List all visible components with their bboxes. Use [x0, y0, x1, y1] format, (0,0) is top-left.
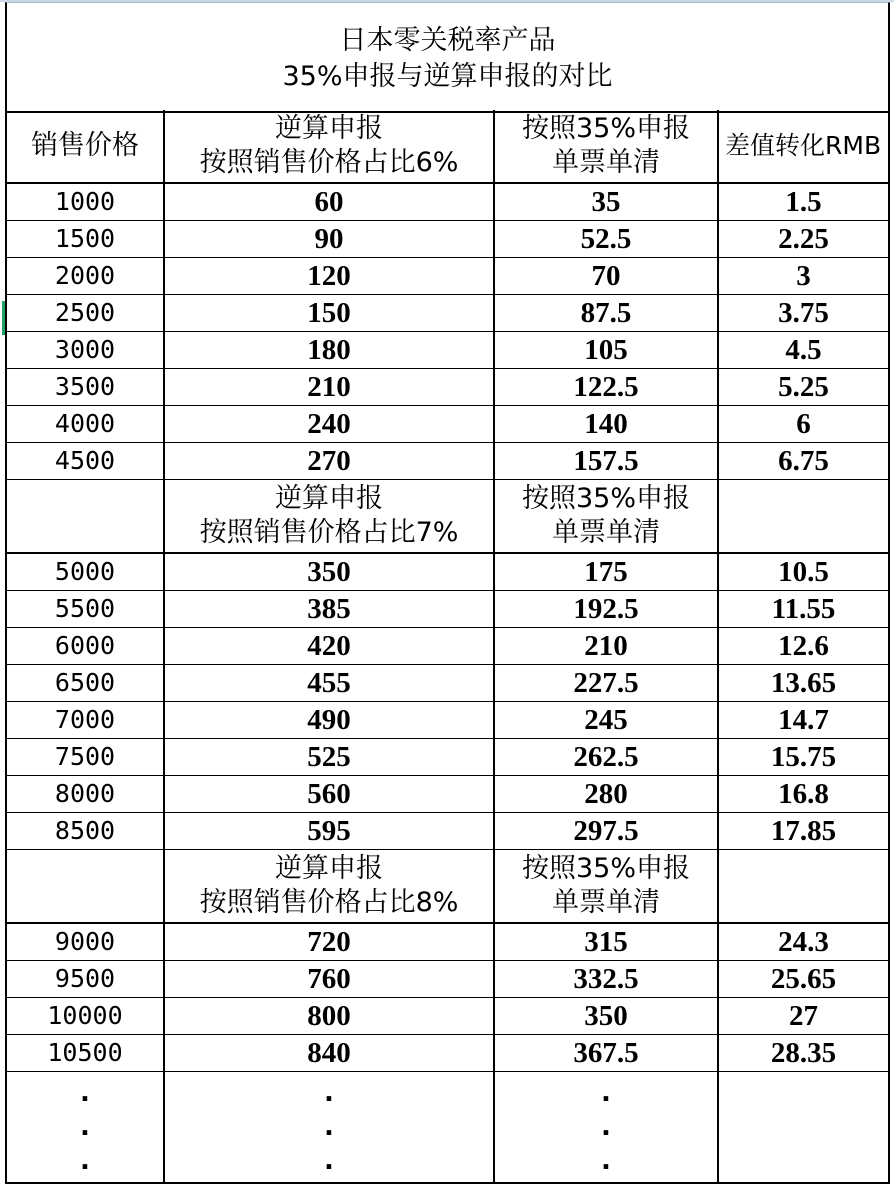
declare-value-cell[interactable]: 315: [494, 923, 718, 961]
subheader-declare-cell[interactable]: [494, 480, 718, 554]
diff-value-cell[interactable]: 4.5: [718, 332, 889, 369]
header-diff: 差值转化RMB: [725, 131, 882, 160]
reverse-value-cell[interactable]: 350: [164, 553, 494, 591]
ellipsis-dot: .: [324, 1112, 334, 1142]
ellipsis-dot: .: [80, 1146, 90, 1176]
merged-title-cell[interactable]: [5, 2, 890, 113]
diff-value-cell[interactable]: 24.3: [718, 923, 889, 961]
declare-value-cell[interactable]: 192.5: [494, 591, 718, 628]
price-cell[interactable]: 1000: [6, 183, 164, 221]
reverse-value-cell[interactable]: 150: [164, 295, 494, 332]
declare-value-cell[interactable]: 52.5: [494, 221, 718, 258]
subheader-reverse-cell[interactable]: [164, 480, 494, 554]
table-row: [6, 776, 889, 813]
diff-value-cell[interactable]: 13.65: [718, 665, 889, 702]
header-reverse-line2: 按照销售价格占比6%: [199, 147, 459, 178]
header-price: 销售价格: [31, 130, 139, 161]
price-cell[interactable]: 4000: [6, 406, 164, 443]
table-row: [6, 923, 889, 961]
declare-value-cell[interactable]: 157.5: [494, 443, 718, 480]
price-cell[interactable]: 8000: [6, 776, 164, 813]
diff-value-cell[interactable]: 25.65: [718, 961, 889, 998]
table-row: [6, 702, 889, 739]
declare-value-cell[interactable]: 332.5: [494, 961, 718, 998]
reverse-value-cell[interactable]: 560: [164, 776, 494, 813]
declare-value-cell[interactable]: 175: [494, 553, 718, 591]
table-row: [6, 183, 889, 221]
subheader-text: 按照销售价格占比8%: [199, 887, 459, 918]
price-cell[interactable]: 5000: [6, 553, 164, 591]
declare-value-cell[interactable]: 35: [494, 183, 718, 221]
ellipsis-dot: .: [324, 1146, 334, 1176]
subheader-text: 按照35%申报: [521, 483, 690, 514]
table-row: [6, 961, 889, 998]
table-row: [6, 221, 889, 258]
subheader-diff-cell[interactable]: [718, 850, 889, 924]
diff-value-cell[interactable]: 12.6: [718, 628, 889, 665]
diff-value-cell[interactable]: 28.35: [718, 1035, 889, 1072]
diff-value-cell[interactable]: 2.25: [718, 221, 889, 258]
declare-value-cell[interactable]: 245: [494, 702, 718, 739]
ellipsis-dot: .: [601, 1078, 611, 1108]
declare-value-cell[interactable]: 70: [494, 258, 718, 295]
price-cell[interactable]: 3000: [6, 332, 164, 369]
ellipsis-dot: .: [601, 1146, 611, 1176]
subheader-price-cell[interactable]: [6, 480, 164, 554]
price-cell[interactable]: 6000: [6, 628, 164, 665]
price-cell[interactable]: 4500: [6, 443, 164, 480]
price-cell[interactable]: 6500: [6, 665, 164, 702]
header-declare-line1: 按照35%申报: [521, 113, 690, 144]
declare-value-cell[interactable]: 210: [494, 628, 718, 665]
title-line-1: 日本零关税率产品: [339, 25, 556, 56]
table-row: [6, 369, 889, 406]
declare-value-cell[interactable]: 140: [494, 406, 718, 443]
reverse-value-cell[interactable]: 420: [164, 628, 494, 665]
price-cell[interactable]: 10500: [6, 1035, 164, 1072]
diff-value-cell[interactable]: 11.55: [718, 591, 889, 628]
table-row: [6, 591, 889, 628]
ellipsis-row: [6, 1072, 889, 1184]
diff-value-cell[interactable]: 1.5: [718, 183, 889, 221]
subheader-text: 单票单清: [552, 517, 660, 548]
table-row: [6, 406, 889, 443]
reverse-value-cell[interactable]: 840: [164, 1035, 494, 1072]
table-row: [6, 628, 889, 665]
diff-value-cell[interactable]: 16.8: [718, 776, 889, 813]
declare-value-cell[interactable]: 122.5: [494, 369, 718, 406]
table-row: [6, 665, 889, 702]
diff-value-cell[interactable]: 10.5: [718, 553, 889, 591]
price-cell[interactable]: 3500: [6, 369, 164, 406]
ellipsis-dot: .: [324, 1078, 334, 1108]
reverse-value-cell[interactable]: 760: [164, 961, 494, 998]
table-row: [6, 813, 889, 850]
declare-value-cell[interactable]: 262.5: [494, 739, 718, 776]
reverse-value-cell[interactable]: 180: [164, 332, 494, 369]
price-cell[interactable]: 9500: [6, 961, 164, 998]
subheader-row: [6, 850, 889, 924]
table-row: [6, 1035, 889, 1072]
header-diff-cell[interactable]: [718, 110, 889, 183]
price-cell[interactable]: 1500: [6, 221, 164, 258]
declare-value-cell[interactable]: 87.5: [494, 295, 718, 332]
reverse-value-cell[interactable]: 455: [164, 665, 494, 702]
table-row: [6, 258, 889, 295]
subheader-text: 按照35%申报: [521, 853, 690, 884]
header-price-cell[interactable]: [6, 110, 164, 183]
ellipsis-reverse-cell[interactable]: [164, 1072, 494, 1184]
reverse-value-cell[interactable]: 525: [164, 739, 494, 776]
declare-value-cell[interactable]: 297.5: [494, 813, 718, 850]
reverse-value-cell[interactable]: 720: [164, 923, 494, 961]
declare-value-cell[interactable]: 227.5: [494, 665, 718, 702]
subheader-diff-cell[interactable]: [718, 480, 889, 554]
reverse-value-cell[interactable]: 90: [164, 221, 494, 258]
header-declare-cell[interactable]: [494, 110, 718, 183]
reverse-value-cell[interactable]: 800: [164, 998, 494, 1035]
diff-value-cell[interactable]: 14.7: [718, 702, 889, 739]
reverse-value-cell[interactable]: 210: [164, 369, 494, 406]
table-row: [6, 443, 889, 480]
ellipsis-dot: .: [601, 1112, 611, 1142]
reverse-value-cell[interactable]: 270: [164, 443, 494, 480]
subheader-text: 逆算申报: [275, 483, 383, 514]
reverse-value-cell[interactable]: 60: [164, 183, 494, 221]
header-declare-line2: 单票单清: [552, 147, 660, 178]
reverse-value-cell[interactable]: 595: [164, 813, 494, 850]
table-row: [6, 553, 889, 591]
subheader-row: [6, 480, 889, 554]
title-line-2: 35%申报与逆算申报的对比: [282, 61, 613, 92]
declare-value-cell[interactable]: 367.5: [494, 1035, 718, 1072]
declare-value-cell[interactable]: 105: [494, 332, 718, 369]
subheader-reverse-cell[interactable]: [164, 850, 494, 924]
price-cell[interactable]: 7000: [6, 702, 164, 739]
reverse-value-cell[interactable]: 120: [164, 258, 494, 295]
price-cell[interactable]: 2500: [6, 295, 164, 332]
reverse-value-cell[interactable]: 490: [164, 702, 494, 739]
price-cell[interactable]: 8500: [6, 813, 164, 850]
header-reverse-line1: 逆算申报: [275, 113, 383, 144]
subheader-price-cell[interactable]: [6, 850, 164, 924]
declare-value-cell[interactable]: 350: [494, 998, 718, 1035]
subheader-declare-cell[interactable]: [494, 850, 718, 924]
price-cell[interactable]: 10000: [6, 998, 164, 1035]
price-cell[interactable]: 7500: [6, 739, 164, 776]
diff-value-cell[interactable]: 15.75: [718, 739, 889, 776]
price-cell[interactable]: 5500: [6, 591, 164, 628]
subheader-text: 按照销售价格占比7%: [199, 517, 459, 548]
ellipsis-diff-cell[interactable]: [718, 1072, 889, 1184]
ellipsis-declare-cell[interactable]: [494, 1072, 718, 1184]
diff-value-cell[interactable]: 3.75: [718, 295, 889, 332]
ellipsis-dot: .: [80, 1078, 90, 1108]
diff-value-cell[interactable]: 27: [718, 998, 889, 1035]
subheader-text: 单票单清: [552, 887, 660, 918]
price-cell[interactable]: 2000: [6, 258, 164, 295]
table-row: [6, 998, 889, 1035]
declare-value-cell[interactable]: 280: [494, 776, 718, 813]
reverse-value-cell[interactable]: 385: [164, 591, 494, 628]
ellipsis-price-cell[interactable]: [6, 1072, 164, 1184]
subheader-text: 逆算申报: [275, 853, 383, 884]
diff-value-cell[interactable]: 3: [718, 258, 889, 295]
ellipsis-dot: .: [80, 1112, 90, 1142]
price-cell[interactable]: 9000: [6, 923, 164, 961]
table-row: [6, 295, 889, 332]
comparison-table: [5, 110, 890, 1184]
table-row: [6, 739, 889, 776]
reverse-value-cell[interactable]: 240: [164, 406, 494, 443]
diff-value-cell[interactable]: 6.75: [718, 443, 889, 480]
diff-value-cell[interactable]: 17.85: [718, 813, 889, 850]
diff-value-cell[interactable]: 6: [718, 406, 889, 443]
header-reverse-cell[interactable]: [164, 110, 494, 183]
header-row: [6, 110, 889, 183]
diff-value-cell[interactable]: 5.25: [718, 369, 889, 406]
table-row: [6, 332, 889, 369]
